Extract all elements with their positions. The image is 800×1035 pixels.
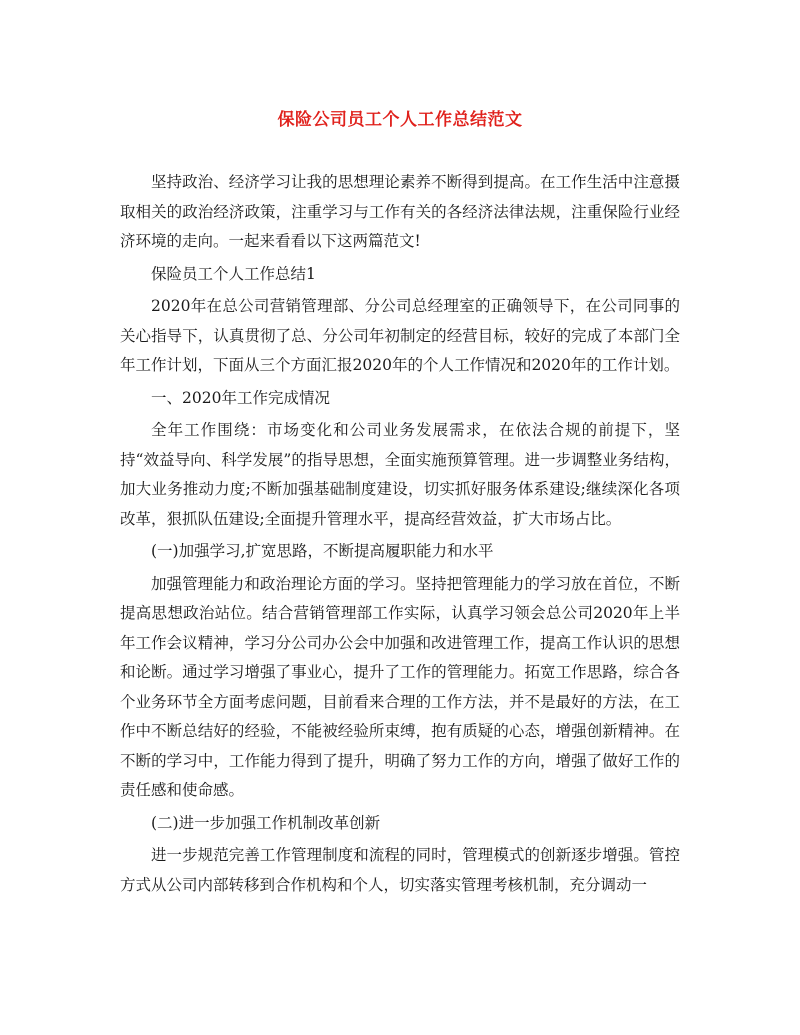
- subheading-study: (一)加强学习,扩宽思路，不断提高履职能力和水平: [151, 542, 494, 560]
- paragraph-intro: 坚持政治、经济学习让我的思想理论素养不断得到提高。在工作生活中注意摄取相关的政治经济政策，注重学习与工作有关的各经济法律法规，注重保险行业经济环境的走向。一起来看看以下这两篇范文!: [120, 173, 680, 250]
- subheading-reform: (二)进一步加强工作机制改革创新: [151, 813, 381, 832]
- paragraph-work-focus: 全年工作围绕：市场变化和公司业务发展需求，在依法合规的前提下，坚持“效益导向、科学发展”的指导思想，全面实施预算管理。进一步调整业务结构，加大业务推动力度;不断加强基础制度建设，切实抓好服务体系建设;继续深化各项改革，狠抓队伍建设;全面提升管理水平，提高经营效益，扩大市场占比。: [120, 421, 680, 528]
- document-title: 保险公司员工个人工作总结范文: [277, 110, 523, 130]
- paragraph-overview: 2020年在总公司营销管理部、分公司总经理室的正确领导下，在公司同事的关心指导下，认真贯彻了总、分公司年初制定的经营目标，较好的完成了本部门全年工作计划，下面从三个方面汇报2020年的个人工作情况和2020年的工作计划。: [120, 297, 680, 374]
- section-heading-completion: 一、2020年工作完成情况: [151, 388, 330, 407]
- section-heading-summary-1: 保险员工个人工作总结1: [151, 264, 316, 283]
- paragraph-reform: 进一步规范完善工作管理制度和流程的同时，管理模式的创新逐步增强。管控方式从公司内部转移到合作机构和个人，切实落实管理考核机制，充分调动一: [120, 846, 680, 894]
- document-body: [120, 168, 680, 903]
- paragraph-study: 加强管理能力和政治理论方面的学习。坚持把管理能力的学习放在首位，不断提高思想政治站位。结合营销管理部工作实际，认真学习领会总公司2020年上半年工作会议精神，学习分公司办公会中加强和改进管理工作，提高工作认识的思想和论断。通过学习增强了事业心，提升了工作的管理能力。拓宽工作思路，综合各个业务环节全方面考虑问题，目前看来合理的工作方法，并不是最好的方法，在工作中不断总结好的经验，不能被经验所束缚，抱有质疑的心态，增强创新精神。在不断的学习中，工作能力得到了提升，明确了努力工作的方向，增强了做好工作的责任感和使命感。: [120, 574, 680, 799]
